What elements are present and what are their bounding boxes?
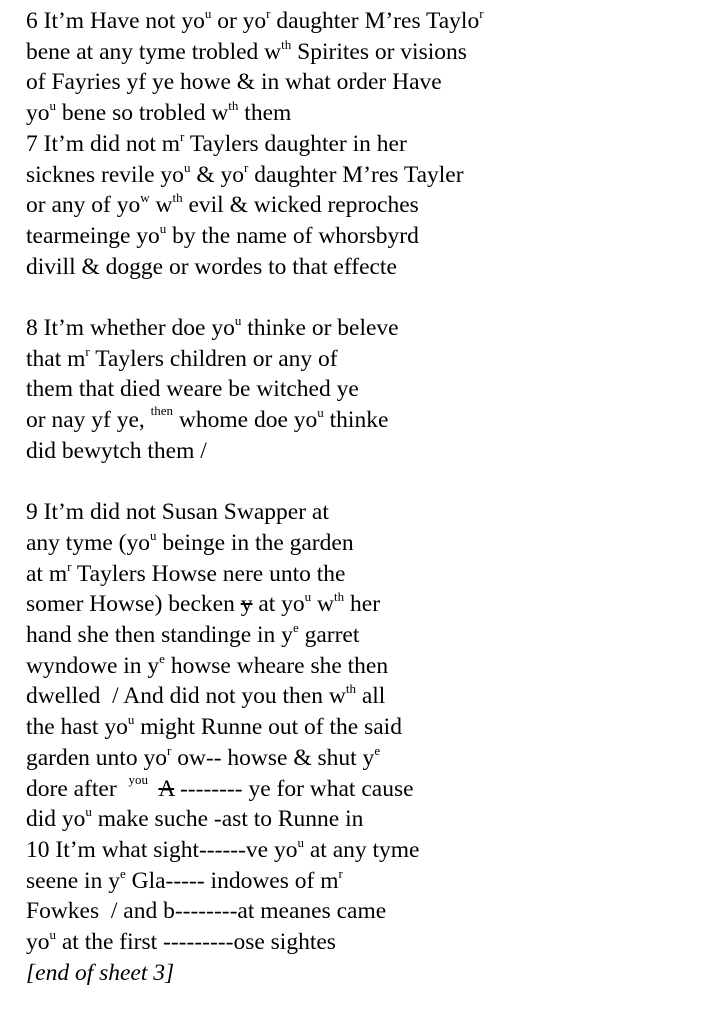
text-run: might Runne out of the said bbox=[134, 714, 402, 741]
text-line bbox=[26, 37, 467, 67]
text-line bbox=[26, 160, 464, 190]
text-run: 10 It’m what sight------ve yo bbox=[26, 836, 298, 863]
text-run: at m bbox=[26, 560, 68, 587]
text-run: her bbox=[344, 591, 381, 618]
superscript-abbreviation: u bbox=[183, 159, 191, 175]
superscript-abbreviation: th bbox=[281, 36, 292, 52]
text-line bbox=[26, 835, 420, 865]
text-run: beinge in the garden bbox=[156, 529, 354, 556]
struck-through-text: A bbox=[158, 775, 175, 802]
text-run: bene at any tyme trobled w bbox=[26, 38, 282, 65]
text-run: -------- ye for what cause bbox=[174, 775, 414, 802]
text-run: daughter M’res Tayler bbox=[248, 161, 464, 188]
text-run: by the name of whorsbyrd bbox=[166, 222, 419, 249]
superscript-abbreviation: r bbox=[85, 343, 90, 359]
text-run: whome doe yo bbox=[173, 407, 318, 434]
text-run: at any tyme bbox=[303, 836, 420, 863]
text-run: or any of yo bbox=[26, 192, 141, 219]
superscript-abbreviation: u bbox=[204, 6, 212, 21]
superscript-abbreviation: r bbox=[67, 558, 72, 574]
superscript-abbreviation: u bbox=[234, 313, 242, 328]
text-run: dwelled / And did not you then w bbox=[26, 683, 346, 710]
text-line bbox=[26, 804, 363, 834]
text-run: 9 It’m did not Susan Swapper at bbox=[26, 499, 329, 526]
text-run: w bbox=[149, 192, 173, 219]
superscript-abbreviation: r bbox=[479, 6, 484, 21]
text-run: garret bbox=[298, 622, 360, 648]
interlinear-insertion: then bbox=[150, 403, 174, 419]
text-line bbox=[26, 528, 354, 558]
text-run: them that died weare be witched ye bbox=[26, 376, 359, 403]
text-run: all bbox=[355, 683, 386, 710]
text-run: Gla----- indowes of m bbox=[125, 867, 339, 894]
text-run: & yo bbox=[190, 161, 244, 188]
text-run: sicknes revile yo bbox=[26, 161, 184, 188]
text-run: seene in y bbox=[26, 867, 120, 894]
text-run: wyndowe in y bbox=[26, 652, 160, 679]
superscript-abbreviation: u bbox=[127, 712, 135, 728]
superscript-abbreviation: w bbox=[140, 190, 150, 206]
text-line bbox=[26, 681, 385, 711]
text-run: of Fayries yf ye howe & in what order Have bbox=[26, 69, 442, 96]
text-run: divill & dogge or wordes to that effecte bbox=[26, 253, 397, 280]
text-run: ow-- howse & shut y bbox=[171, 744, 375, 771]
text-line bbox=[26, 712, 402, 742]
superscript-abbreviation: u bbox=[150, 527, 157, 543]
text-line bbox=[26, 67, 442, 97]
text-run: yo bbox=[26, 929, 50, 955]
text-run: Taylers children or any of bbox=[89, 345, 338, 372]
superscript-abbreviation: th bbox=[228, 98, 239, 114]
text-line bbox=[26, 313, 399, 343]
text-run: that m bbox=[26, 345, 86, 372]
superscript-abbreviation: r bbox=[166, 742, 172, 758]
text-line bbox=[26, 405, 388, 435]
text-run: evil & wicked reproches bbox=[182, 192, 419, 219]
superscript-abbreviation: e bbox=[119, 865, 126, 881]
text-line bbox=[26, 743, 380, 773]
text-run: did yo bbox=[26, 806, 86, 833]
text-run: Fowkes / and b--------at meanes came bbox=[26, 898, 387, 925]
text-run: somer Howse) becken bbox=[26, 591, 241, 618]
superscript-abbreviation: th bbox=[334, 589, 345, 605]
superscript-abbreviation: e bbox=[159, 650, 165, 666]
struck-through-text: y bbox=[240, 591, 253, 618]
superscript-abbreviation: u bbox=[49, 98, 56, 114]
superscript-abbreviation: u bbox=[85, 804, 92, 820]
text-run: thinke or beleve bbox=[241, 315, 399, 341]
text-line bbox=[26, 866, 343, 896]
text-run: the hast yo bbox=[26, 714, 128, 741]
superscript-abbreviation: th bbox=[172, 190, 183, 206]
text-line bbox=[26, 651, 388, 681]
text-line bbox=[26, 252, 397, 282]
text-run: any tyme (yo bbox=[26, 529, 150, 556]
text-run: 6 It’m Have not yo bbox=[26, 8, 205, 34]
text-run: or yo bbox=[211, 8, 267, 34]
text-run: hand she then standinge in y bbox=[26, 622, 293, 648]
text-run: tearmeinge yo bbox=[26, 222, 160, 249]
text-line bbox=[26, 589, 380, 619]
superscript-abbreviation: e bbox=[292, 620, 299, 635]
text-run: w bbox=[311, 591, 335, 618]
superscript-abbreviation: u bbox=[159, 220, 167, 236]
text-run: Spirites or visions bbox=[291, 38, 467, 65]
text-run: Taylers daughter in her bbox=[184, 130, 407, 157]
text-run: make suche -ast to Runne in bbox=[91, 806, 364, 833]
text-run: howse wheare she then bbox=[164, 652, 389, 679]
text-run: at yo bbox=[252, 591, 305, 618]
text-line bbox=[26, 344, 338, 374]
text-run: 7 It’m did not m bbox=[26, 130, 181, 157]
text-line bbox=[26, 559, 345, 589]
text-run: daughter M’res Taylo bbox=[270, 8, 480, 34]
text-run: or nay yf ye, bbox=[26, 407, 151, 434]
superscript-abbreviation: r bbox=[243, 159, 249, 175]
text-line bbox=[26, 374, 359, 404]
text-line bbox=[26, 497, 329, 527]
text-run: them bbox=[238, 100, 292, 127]
text-run: yo bbox=[26, 100, 50, 127]
text-line bbox=[26, 190, 419, 220]
text-line bbox=[26, 221, 419, 251]
superscript-abbreviation: th bbox=[345, 681, 356, 697]
text-run: at the first ---------ose sightes bbox=[56, 929, 336, 955]
text-run bbox=[148, 776, 158, 802]
text-run: 8 It’m whether doe yo bbox=[26, 315, 235, 341]
text-run: Taylers Howse nere unto the bbox=[71, 560, 346, 587]
text-line bbox=[26, 896, 386, 926]
text-line bbox=[26, 620, 359, 650]
text-run: dore after bbox=[26, 775, 129, 802]
text-run: thinke bbox=[323, 407, 389, 434]
text-run: garden unto yo bbox=[26, 744, 167, 771]
superscript-abbreviation: r bbox=[338, 865, 343, 881]
text-line bbox=[26, 6, 484, 36]
text-line bbox=[26, 436, 207, 466]
superscript-abbreviation: r bbox=[266, 6, 271, 21]
superscript-abbreviation: u bbox=[49, 927, 56, 942]
interlinear-insertion: you bbox=[128, 771, 148, 787]
text-run: bene so trobled w bbox=[56, 100, 229, 127]
superscript-abbreviation: e bbox=[374, 742, 381, 758]
text-line bbox=[26, 129, 407, 159]
text-line bbox=[26, 771, 414, 804]
text-line bbox=[26, 958, 174, 988]
superscript-abbreviation: u bbox=[297, 834, 304, 850]
editorial-note: [end of sheet 3] bbox=[26, 959, 175, 986]
superscript-abbreviation: u bbox=[317, 405, 324, 421]
text-line bbox=[26, 927, 336, 957]
text-run: did bewytch them / bbox=[26, 437, 207, 464]
superscript-abbreviation: u bbox=[304, 589, 312, 605]
text-line bbox=[26, 98, 291, 128]
superscript-abbreviation: r bbox=[180, 128, 185, 144]
